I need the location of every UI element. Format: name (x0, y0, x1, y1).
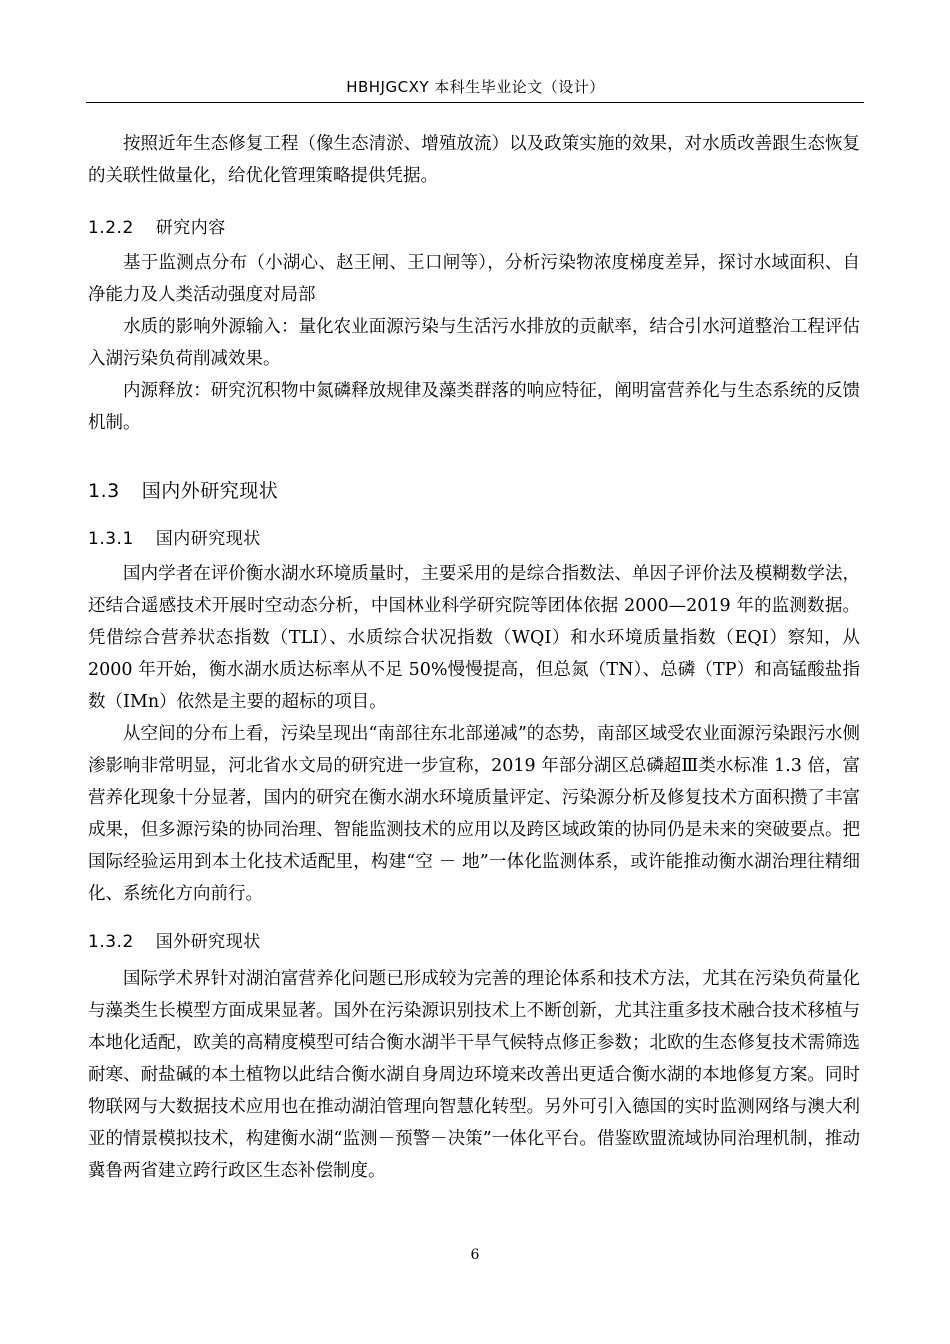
page-header: HBHJGCXY 本科生毕业论文（设计） (346, 78, 605, 96)
paragraph: 内源释放：研究沉积物中氮磷释放规律及藻类群落的响应特征，阐明富营养化与生态系统的反馈机制。 (88, 381, 860, 433)
section-heading-1-3-1 (88, 526, 860, 552)
section-title: 研究内容 (155, 218, 226, 238)
section-number: 1.2.2 (88, 218, 134, 238)
section-title: 国外研究现状 (155, 932, 261, 952)
header-divider (86, 102, 864, 103)
paragraph: 从空间的分布上看，污染呈现出“南部往东北部递减”的态势，南部区域受农业面源污染跟污水侧渗影响非常明显，河北省水文局的研究进一步宣称，2019 年部分湖区总磷超Ⅲ类水标准 1.3 倍，富营养化现象十分显著，国内的研究在衡水湖水环境质量评定、污染源分析及修复技术方面积攒了丰富成果，但多源污染的协同治理、智能监测技术的应用以及跨区域政策的协同仍是未来的突破要点。把国际经验运用到本土化技术适配里，构建“空 － 地”一体化监测体系，或许能推动衡水湖治理往精细化、系统化方向前行。 (88, 724, 860, 904)
paragraph: 水质的影响外源输入：量化农业面源污染与生活污水排放的贡献率，结合引水河道整治工程评估入湖污染负荷削减效果。 (88, 317, 860, 369)
section-title: 国内外研究现状 (141, 480, 279, 502)
paragraph: 国内学者在评价衡水湖水环境质量时，主要采用的是综合指数法、单因子评价法及模糊数学法，还结合遥感技术开展时空动态分析，中国林业科学研究院等团体依据 2000—2019 年的监测数据。凭借综合营养状态指数（TLI）、水质综合状况指数（WQI）和水环境质量指数（EQI）察知，从 2000 年开始，衡水湖水质达标率从不足 50%慢慢提高，但总氮（TN）、总磷（TP）和高锰酸盐指数（IMn）依然是主要的超标的项目。 (88, 564, 860, 712)
paragraph: 按照近年生态修复工程（像生态清淤、增殖放流）以及政策实施的效果，对水质改善跟生态恢复的关联性做量化，给优化管理策略提供凭据。 (88, 134, 860, 186)
paragraph: 基于监测点分布（小湖心、赵王闸、王口闸等），分析污染物浓度梯度差异，探讨水域面积、自净能力及人类活动强度对局部 (88, 253, 860, 305)
section-heading-1-3 (88, 477, 860, 505)
section-number: 1.3.2 (88, 932, 134, 952)
section-heading-1-2-2 (88, 215, 860, 241)
section-heading-1-3-2 (88, 929, 860, 955)
page-body (88, 128, 860, 1187)
paragraph: 国际学术界针对湖泊富营养化问题已形成较为完善的理论体系和技术方法，尤其在污染负荷量化与藻类生长模型方面成果显著。国外在污染源识别技术上不断创新，尤其注重多技术融合技术移植与本地化适配，欧美的高精度模型可结合衡水湖半干旱气候特点修正参数；北欧的生态修复技术需筛选耐寒、耐盐碱的本土植物以此结合衡水湖自身周边环境来改善出更适合衡水湖的本地修复方案。同时物联网与大数据技术应用也在推动湖泊管理向智慧化转型。另外可引入德国的实时监测网络与澳大利亚的情景模拟技术，构建衡水湖“监测－预警－决策”一体化平台。借鉴欧盟流域协同治理机制，推动冀鲁两省建立跨行政区生态补偿制度。 (88, 969, 860, 1181)
section-number: 1.3.1 (88, 529, 134, 549)
section-title: 国内研究现状 (155, 529, 261, 549)
page-number: 6 (470, 1247, 480, 1263)
section-number: 1.3 (88, 480, 120, 502)
